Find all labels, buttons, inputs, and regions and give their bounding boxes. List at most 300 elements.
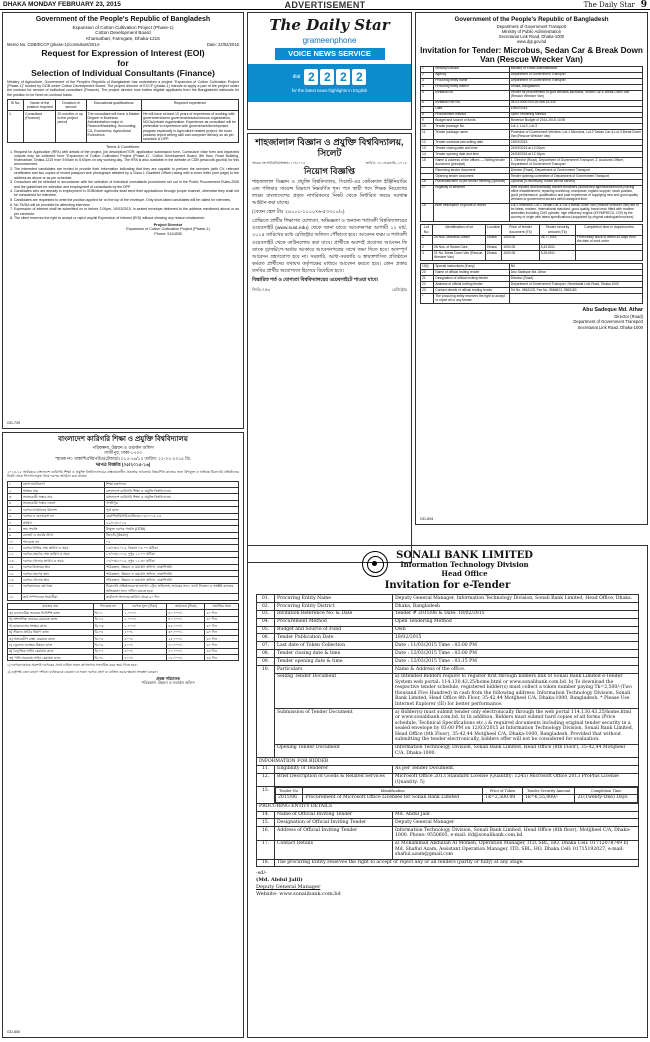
- mb-cell-label: Tender opening date and time: [434, 152, 509, 158]
- sb-cell-label: Budget and Source of Fund: [275, 626, 393, 634]
- bn2-cell-value: শিক্ষা মন্ত্রণালয়: [105, 481, 239, 487]
- sb-cell-value: Date : 11/03/2015 Time : 03:00 PM: [393, 642, 639, 650]
- mb-lot-th: Location: [486, 224, 502, 235]
- eoi-table: [7, 99, 239, 143]
- bn2-cell-no: ৩: [8, 494, 22, 500]
- sb-cell-label: Address of Official Inviting Tender: [275, 827, 393, 840]
- bn2-cell-label: দরপত্র আহ্বানের উদ্দেশ্য: [21, 507, 104, 513]
- bn2-cell-value: বাকাশিপ্রবি/পউও/টেন্ডার-০৫/২০১৫-১৬: [105, 513, 239, 519]
- sb-header: [256, 550, 639, 579]
- bn2-cell-value: বাংলাদেশ কারিগরি শিক্ষা ও প্রযুক্তি বিশ্ববিদ্যালয়: [105, 488, 239, 494]
- bn2-works-cell: ৪৫,০০০/-: [167, 623, 205, 629]
- eoi-gd-code: GD-729: [7, 421, 21, 426]
- sb-lot-th: Completion Time: [575, 788, 638, 795]
- eoi-th: Required experience: [141, 100, 238, 111]
- mb-lot-table: [420, 224, 643, 262]
- sb-cell-no: 09.: [257, 658, 275, 666]
- mb-cell-no: 22: [421, 282, 434, 288]
- bn2-works-th: কাজের নাম: [8, 603, 94, 610]
- mb-cell-label: Receiving tender document: [434, 168, 509, 174]
- table-row: [8, 594, 239, 600]
- mb-cell-no: 20: [421, 270, 434, 276]
- mb-cell-label: The procuring entity reserves the right to accept or reject all or any tender.: [434, 294, 509, 304]
- sb-division: Information Technology Division: [400, 560, 529, 569]
- bn2-cell-label: মন্ত্রণালয়/বিভাগ: [21, 481, 104, 487]
- vns-note: for the latest news highlights in English: [291, 88, 368, 94]
- sb-cell-value: Date : 12/03/2015 Time : 03:00 PM: [393, 650, 639, 658]
- mb-cell-value: Department of Government Transport: [509, 78, 642, 84]
- bn2-cell-value: কার্যাদেশ প্রদানের তারিখ থেকে ৯০ দিন: [105, 594, 239, 600]
- sb-cell-value: a) Mohammad Abdullah Al Momen, Operation Manager, ITD, SBL, HO, Dhaka Cell: 01712078749 b) Md. Shafiul Azam, Assistant Operation Manager, ITD, SBL, HO, Dhaka Cell: 01715192027, e-mail: shafiul.azam@gmail.com: [393, 840, 639, 859]
- bn2-works-cell: বি-০২: [93, 616, 123, 622]
- bn2-works-cell: ৪৫ দিন: [205, 648, 239, 654]
- bn2-works-cell: বি-০৭: [93, 648, 123, 654]
- university-recruitment-ad: [247, 133, 412, 563]
- sb-cell-label: Particulars: [275, 665, 393, 673]
- bn2-works-cell: জ) পানি সরবরাহ লাইন মেরামত কাজ: [8, 655, 94, 661]
- mb-lot-cell: 3: [421, 251, 433, 261]
- mb-cell-value: Tender for procurement of govt vehicles-Microbus, Sedan Car & Break Down Van (Rescue Wrecker Van): [509, 90, 642, 100]
- list-item: 4. Candidates who are already in employment in GOB/other agencies shall send their applications through proper channel, otherwise they shall not be considered for interview.: [14, 189, 239, 198]
- eoi-sign-project: Expansion of Cotton Cultivation Project (Phase-1): [126, 227, 210, 232]
- mb-cell-value: Director (Road): [509, 276, 642, 282]
- mb-cell-no: 23: [421, 288, 434, 294]
- mb-cell-label: Tender closing date and time: [434, 146, 509, 152]
- bn2-works-cell: ২০,০০০/-: [167, 642, 205, 648]
- sb-lot-container: [275, 787, 639, 804]
- bn1-gd-code: জিডি-৭৫৩: [252, 287, 270, 293]
- table-row: [421, 203, 643, 221]
- mb-cell-label: Brief description of goods or works: [434, 203, 509, 221]
- sb-website-link[interactable]: Website- www.sonalibank.com.bd: [256, 890, 341, 897]
- sb-cell-label: Procuring Entity Name: [275, 595, 393, 603]
- bn2-works-cell: ৯০ দিন: [205, 610, 239, 616]
- bn2-cell-value: পূর্ত কাজ: [105, 507, 239, 513]
- bn2-works-cell: চ) ড্রেনেজ ব্যবস্থার উন্নয়ন কাজ: [8, 642, 94, 648]
- mb-lot-cell: Dhaka: [486, 235, 502, 245]
- sb-cell-label: Submission of Tender Document: [275, 709, 393, 744]
- bn2-works-cell: গ) ছাত্রাবাসের সংস্কার কাজ: [8, 623, 94, 629]
- vns-digit: 2: [352, 69, 366, 85]
- sb-entity-header: [257, 803, 639, 811]
- mb-cell-no: 1: [421, 66, 434, 72]
- sb-cell-value: Information Technology Division, Sonali Bank Limited, Head Office (8th Floor), 35-42,44 Motijheel C/A, Dhaka-1000.: [393, 744, 639, 757]
- bn2-cell-value: বাংলাদেশ কারিগরি শিক্ষা ও প্রযুক্তি বিশ্ববিদ্যালয়: [105, 494, 239, 500]
- mb-gd-code: GD-694: [420, 517, 434, 522]
- vns-digit: 2: [336, 69, 350, 85]
- masthead-dateline: DHAKA MONDAY FEBRUARY 23, 2015: [3, 1, 121, 8]
- eoi-td: The consultant will have a Master Degree in Business Administration major in Finance/Marketing, Accounting, CA, Economics, Agricultural Economics: [86, 111, 141, 143]
- sb-section-heading: PROCURING ENTITY DETAILS: [257, 803, 639, 811]
- eoi-sign-phone: Phone: 9110835: [154, 232, 182, 237]
- vns-number-panel: [248, 64, 411, 102]
- table-row: [8, 111, 239, 143]
- bn2-cell-no: ১৬: [8, 577, 22, 583]
- mb-cell-label: Tender package name: [434, 130, 509, 140]
- bn2-works-cell: ৯০ দিন: [205, 616, 239, 622]
- bn2-cell-no: ১৪: [8, 564, 22, 570]
- sb-cell-label: Invitation Reference No. & Date: [275, 610, 393, 618]
- page-number: 9: [640, 0, 647, 10]
- bn2-cell-label: দরপত্র গ্রহণের স্থান: [21, 570, 104, 576]
- mb-cell-label: Place/date/time of pre-tender meeting (optional): [434, 179, 509, 185]
- bn2-cell-no: ৭: [8, 519, 22, 525]
- sb-cell-value: 18/02/2015: [393, 634, 639, 642]
- bn2-cell-label: সংগ্রহকারী সত্তার নাম: [21, 494, 104, 500]
- eoi-td: 1.: [8, 111, 24, 143]
- mb-cell-label: Procurement method: [434, 112, 509, 118]
- vns-digit: 2: [320, 69, 334, 85]
- mb-lot-cell: Dhaka: [486, 251, 502, 261]
- bn2-reference: স্মারক নং- বাকাশিপ্রবি/পউও/টেন্ডার/২০১৫-১৬/১০ তারিখ: ২২-০২-২০১৫ খ্রি.: [55, 456, 191, 462]
- bn2-cell-no: ৮: [8, 526, 22, 532]
- mb-cell-value: Abu Sadeque Md. Athar: [509, 270, 642, 276]
- table-row: [257, 709, 639, 744]
- mb-sign-address: Secretariat Link Road, Dhaka-1000: [577, 324, 643, 330]
- sb-cell-label: Last date of Token Collection: [275, 642, 393, 650]
- mb-cell-label: Agency: [434, 72, 509, 78]
- sb-cell-value: Deputy General Manager, Information Technology Division, Sonali Bank Limited, Head Office, Dhaka.: [393, 595, 639, 603]
- mb-lot-cell: 1000.00: [502, 245, 539, 251]
- sb-lot-header: [276, 788, 638, 795]
- mb-table-contacts: [420, 263, 643, 304]
- sb-lot-cell: Tk=2,500.00: [483, 794, 523, 802]
- mb-lot-cell: 36,77,000/-: [539, 235, 575, 245]
- bn2-gd-code: GD-650: [7, 1030, 21, 1035]
- vns-digits: [293, 69, 367, 85]
- mb-lot-th: Identification of lot: [433, 224, 486, 235]
- sb-cell-value: Dhaka, Bangladesh: [393, 602, 639, 610]
- sb-cell-no: 04.: [257, 618, 275, 626]
- sb-sign-title: Deputy General Manager: [256, 883, 321, 890]
- sb-cell-label: Opening Tender Document: [275, 744, 393, 757]
- table-row: [276, 794, 638, 802]
- eoi-terms-heading: Terms & Conditions:: [106, 144, 140, 149]
- mb-cell-no: 17: [421, 185, 434, 203]
- bn2-cell-value: জিওবি (উন্নয়ন): [105, 532, 239, 538]
- sb-cell-no: 10.: [257, 665, 275, 757]
- sb-office: Head Office: [441, 568, 488, 578]
- table-row: [257, 819, 639, 827]
- mb-cell-no: 6: [421, 100, 434, 106]
- vns-header: [248, 13, 411, 60]
- mb-cell-no: 8: [421, 112, 434, 118]
- mb-lot-cell: 06 Nos. of Sedan Cars: [433, 245, 486, 251]
- list-item: 3. Consultant will be selected in accordance with the selection of individual consultants procedures set out in the Public Procurement Rules-2008 and the guidelines for selection and employment of consultants by the DPP.: [14, 180, 239, 189]
- bn2-cell-no: ৪: [8, 500, 22, 506]
- mb-cell-value: Well reputed and financially solvent tenderers (authorized agents/distributors) having office establishment, repairing workshop, manpower, logistic support, stock position, good performance, qualification and past experience of supplying new and good quality vehicles to government sectors within assigned time.: [509, 185, 642, 203]
- mb-sign-name: Abu Sadeque Md. Athar: [582, 306, 643, 313]
- bn2-works-th: সমাপ্তির সময়: [205, 603, 239, 610]
- sb-sign-name: (Md. Abdul Jalil): [256, 877, 303, 884]
- bn2-cell-label: সংস্থার নাম: [21, 488, 104, 494]
- bn2-cell-value: পরিকল্পনা, উন্নয়ন ও ওয়ার্কস অফিস, বাকাশিপ্রবি: [105, 570, 239, 576]
- sb-cell-label: Selling Tender Document: [275, 673, 393, 708]
- bn2-works-cell: ৫০০/-: [123, 635, 167, 641]
- bn2-works-cell: ঙ) অভ্যন্তরীণ রাস্তা মেরামত কাজ: [8, 635, 94, 641]
- bn2-office: পরিকল্পনা, উন্নয়ন ও ওয়ার্কস অফিস: [92, 444, 154, 450]
- eoi-signature: [97, 223, 239, 237]
- table-row: [421, 158, 643, 168]
- mb-cell-no: 12: [421, 140, 434, 146]
- mb-lot-th: Tender security amount (Tk): [539, 224, 575, 235]
- table-row: [421, 90, 643, 100]
- table-row: [8, 583, 239, 594]
- eoi-board: Cotton Development Board: [95, 30, 151, 36]
- vns-banner: VOICE NEWS SERVICE: [275, 48, 385, 60]
- eoi-address: Khamarbari, Farmgate, Dhaka-1215: [86, 35, 160, 41]
- bn2-cell-value: ঠিকাদারি প্রতিষ্ঠানকে হালনাগাদ ট্রেড লাইসেন্স, আয়কর সনদ, ভ্যাট নিবন্ধন ও সংশ্লিষ্ট কাজের অভিজ্ঞতা সনদ দাখিল করতে হবে।: [105, 583, 239, 594]
- mb-cell-value: Purchase of Government Vehicles: Lot-1 Microbus, Lot-2 Sedan Car & Lot-3 Break Down Van (Rescue Wrecker Van): [510, 129, 641, 138]
- list-item: 1. Request for Application (RFA) with details of the project, job description/TOR, application submission form, Curriculum vitae form and inspected outputs may be collected from "Expansion of Cotton Cultivation Project (Phase-1)", Cotton Development Board, 8th floor, Road Building, Khamarbari, Dhaka-1215 from 9:00am to 5:00pm on any working day. The RFA is also available in the website of CDB (www.cdb.gov.bd) for this announcement.: [14, 150, 239, 167]
- sb-cell-value: Deputy General Manager: [393, 819, 639, 827]
- bn2-cell-label: দরপত্র বিক্রির শেষ তারিখ ও সময়: [21, 545, 104, 551]
- bn2-cell-label: তারিখ: [21, 519, 104, 525]
- bn2-works-cell: ৫০,০০০/-: [167, 610, 205, 616]
- eoi-project: Expansion of Cotton Cultivation Project (Phase-1): [72, 24, 174, 30]
- bn2-works-cell: বি-০৩: [93, 623, 123, 629]
- bn2-works-cell: ৪৫ দিন: [205, 655, 239, 661]
- mb-lot-cell: 01 No. Break Down Van (Rescue Wrecker Van): [433, 251, 486, 261]
- sb-cell-no: 01.: [257, 595, 275, 603]
- eoi-th: Duration of service: [56, 100, 86, 111]
- mb-cell-no: 11: [421, 130, 434, 140]
- bn2-cell-no: ১১: [8, 545, 22, 551]
- bn2-cell-no: ১২: [8, 551, 22, 557]
- sb-cell-no: 12.: [257, 773, 275, 786]
- bn2-cell-label: দরপত্র খোলার স্থান: [21, 577, 104, 583]
- sb-signature: [256, 870, 639, 897]
- sb-cell-value: a) Bidder(s) must submit tender only electronically through the web portal 114.130.43.25/home.html or www.sonalibank.com.bd. b) In addition, Bidders must submit hard copies of all forms (Price schedule, Technical Specifications etc.) & required documents including original tender security in a sealed envelope by 03:00 PM on 12/03/2015 at Information Technology Division, Sonali Bank Limited, Head Office (8th Floor), 35-42,44 Motijheel C/A, Dhaka-1000, Bangladesh. Provided that without submitting the tender electronically, bidders offer will not be considered for evaluation.: [393, 709, 639, 744]
- table-row: [257, 673, 639, 708]
- bn2-works-cell: ১,০০০/-: [123, 623, 167, 629]
- bn2-works-cell: ৯০ দিন: [205, 623, 239, 629]
- mb-cell-label: Budget and source of funds: [434, 118, 509, 124]
- sb-cell-no: 02.: [257, 602, 275, 610]
- bn2-works-th: প্যাকেজ নং: [93, 603, 123, 610]
- bn1-pay-scale: (বেতন স্কেল টাঃ ২৯০০০-১১০০×৬-৫৩৩০০/=): [252, 210, 345, 216]
- sb-section-heading: INFORMATION FOR BIDDER: [257, 757, 639, 765]
- eoi-ad: [2, 12, 244, 429]
- sb-cell-no: 07.: [257, 642, 275, 650]
- bn2-intro: ২০১৪-১৫ অর্থবছরে বাংলাদেশ কারিগরি শিক্ষা ও প্রযুক্তি বিশ্ববিদ্যালয়ের বাস্তবায়নাধীন প্রকল্পের আওতায় নিম্নবর্ণিত কাজের জন্য উপযুক্ত ও অভিজ্ঞ ঠিকাদারি প্রতিষ্ঠানের নিকট থেকে সিলগালাকৃত খামে দরপত্র আহ্বান করা যাচ্ছে।: [7, 469, 239, 479]
- mb-cell-no: 18: [421, 203, 434, 221]
- mb-cell-value: Nil: [509, 264, 642, 270]
- table-row: [257, 634, 639, 642]
- table-row: [421, 251, 643, 261]
- bn2-cell-label: দরপত্র খোলার তারিখ ও সময়: [21, 558, 104, 564]
- mb-signature: [420, 307, 643, 330]
- sb-bidder-header: [257, 757, 639, 765]
- bn1-notice-heading: নিয়োগ বিজ্ঞপ্তি: [303, 166, 356, 177]
- mb-address: Secretariat Link Road, Dhaka-1000: [498, 33, 565, 39]
- sb-cell-value: As per Tender Document.: [393, 765, 639, 773]
- bn2-notice: দরপত্র বিজ্ঞপ্তি (০৫/২০১৫-১৬): [95, 461, 151, 467]
- mb-lot-cell: 5,43,600/-: [539, 245, 575, 251]
- bn2-works-cell: ছ) বৈদ্যুতিক লাইন মেরামত কাজ: [8, 648, 94, 654]
- mb-cell-label: Procuring entity district: [434, 84, 509, 90]
- mb-cell-value: Director (Road), Department of Government Transport: [509, 168, 642, 174]
- table-row: [257, 658, 639, 666]
- daily-star-logo: The Daily Star: [269, 16, 390, 34]
- paper-name: The Daily Star: [583, 1, 635, 9]
- mb-lot-cell: 1000.00: [502, 235, 539, 245]
- sb-cell-no: 08.: [257, 650, 275, 658]
- eoi-td: 20 months or up to the project period: [56, 111, 86, 143]
- masthead: [0, 0, 650, 10]
- bangla-tender-ad: [2, 432, 244, 1038]
- bn2-works-cell: ৫০০/-: [123, 642, 167, 648]
- sonali-bank-logo-icon: [362, 551, 388, 577]
- sb-cell-label: Contact Details: [275, 840, 393, 859]
- mb-cell-value: 23/03/2015: [509, 140, 642, 146]
- bn2-cell-label: সংগ্রহকারী সত্তার জেলা: [21, 500, 104, 506]
- bn2-cell-value: ০৫: [105, 539, 239, 545]
- bn1-title: শাহজালাল বিজ্ঞান ও প্রযুক্তি বিশ্ববিদ্যালয়, সিলেট: [255, 137, 404, 158]
- sb-cell-value: Microsoft Office 2013 Standard License (Quantity: 1245) Microsoft Office 2013 ProPlus License (Quantity: 5): [393, 773, 639, 786]
- mb-ministry: Ministry of Public Administration: [501, 28, 562, 34]
- bn2-works-cell: ৩০,০০০/-: [167, 629, 205, 635]
- mb-cell-no: 19(i): [421, 264, 434, 270]
- eoi-th: Name of the position required: [24, 100, 56, 111]
- sb-cell-value: Information Technology Division, Sonali Bank Limited, Head Office (8th floor), Motijheel C/A, Dhaka-1000. Phone: 9550605, e-mail: itd@sonalibank.com.bd: [393, 827, 639, 840]
- bn2-sign-title: প্রকল্প পরিচালক: [156, 676, 180, 681]
- bn2-cell-value: পরিকল্পনা, উন্নয়ন ও ওয়ার্কস অফিস, বাকাশিপ্রবি: [105, 577, 239, 583]
- sonali-bank-ad: [247, 545, 648, 1038]
- mb-cell-label: Name & address of the offices — Selling tender document (principal): [434, 158, 509, 168]
- table-row: [257, 618, 639, 626]
- bn2-cell-label: দরপত্রদাতার যোগ্যতা: [21, 583, 104, 594]
- mb-cell-label: Opening tender document: [434, 174, 509, 180]
- sb-cell-no: 18.: [257, 859, 275, 867]
- eoi-memo: Memo No. CDB/ECCP (phase-1)/consultant/2014-: [7, 42, 101, 48]
- bn2-cell-no: ৬: [8, 513, 22, 519]
- grameenphone-logo: grameenphone: [302, 35, 357, 45]
- sb-cell-no: 06.: [257, 634, 275, 642]
- bn2-cell-label: দরপত্র গ্রহণের শেষ তারিখ ও সময়: [21, 551, 104, 557]
- table-row: [257, 840, 639, 859]
- mb-lot-th: Completion time in days/months: [575, 224, 642, 235]
- sb-cell-label: The procuring Entity reserves the right to accept or reject any or all tenders (partly or fully) at any stage.: [275, 859, 639, 867]
- bn2-cell-value: ১৭/০৩/২০১৫, দুপুর ১২.০০ ঘটিকা: [105, 551, 239, 557]
- sb-cell-value: Name & Address of the office.: [393, 665, 639, 673]
- mb-cell-label: Procuring entity name: [434, 78, 509, 84]
- masthead-paper: [584, 0, 647, 11]
- sb-lot-table: [275, 787, 638, 803]
- list-item: 6. No TA/DA will be provided for attending interview.: [14, 203, 239, 207]
- mb-cell-label: Ministry/Division: [434, 66, 509, 72]
- mb-lot-cell: 25 Nos. Microbus Diesel: [433, 235, 486, 245]
- sb-cell-label: Tender Publication Date: [275, 634, 393, 642]
- table-row: [421, 185, 643, 203]
- sb-cell-label: Procuring Entity District: [275, 602, 393, 610]
- bn2-works-cell: ৫০০/-: [123, 648, 167, 654]
- mb-cell-label: Special instructions (if any): [434, 264, 509, 270]
- sb-sign-sd: -sd/-: [256, 870, 267, 877]
- mb-lot-th: Price of tender document (Tk): [502, 224, 539, 235]
- bn2-note-1: ১) দরপত্রদাতাকে অবশ্যই দরপত্রের সাথে চাহিত সকল কাগজপত্র সত্যায়িত করে জমা দিতে হবে।: [7, 663, 138, 668]
- bn2-works-cell: বি-০১: [93, 610, 123, 616]
- bn2-works-cell: ১,০০০/-: [123, 616, 167, 622]
- mb-cell-value: Tender opening committee of Department of Government Transport: [509, 174, 642, 180]
- sb-cell-value: Md. Abdul Jalil: [393, 811, 639, 819]
- list-item: 8. The client reserves the right to accept or reject any/all Expression of Interest (EOI) without showing any reason whatsoever.: [14, 216, 239, 220]
- mb-table: [420, 66, 643, 222]
- mb-website: www.dgt.gov.bd: [516, 38, 547, 44]
- bn2-works-cell: ৬০ দিন: [205, 635, 239, 641]
- mb-cell-value: Dhaka, Bangladesh: [509, 84, 642, 90]
- mb-cell-value: Department of Government Transport: [509, 72, 642, 78]
- sb-name: SONALI BANK LIMITED: [396, 550, 533, 561]
- sb-cell-no: 05.: [257, 626, 275, 634]
- bn2-signature: [97, 677, 239, 686]
- mb-cell-no: 10: [421, 124, 434, 130]
- sb-lot-th: Tender No.: [276, 788, 303, 795]
- sb-lot-cell: Tk=6,55,000/-: [522, 794, 574, 802]
- eoi-title-1: Request for Expression of Interest (EOI): [41, 47, 205, 58]
- table-row: [257, 626, 639, 634]
- list-item: 5. Candidates are requested to write the position applied for on the top of the envelope. Only short-listed candidates will be called for interview.: [14, 198, 239, 202]
- table-row: [421, 235, 643, 245]
- bn2-works-cell: বি-০৮: [93, 655, 123, 661]
- bn2-works-cell: বি-০৫: [93, 635, 123, 641]
- masthead-section: ADVERTISEMENT: [284, 0, 366, 10]
- bn2-sign-office: পরিকল্পনা, উন্নয়ন ও ওয়ার্কস অফিস: [141, 681, 195, 686]
- bn2-works-cell: ৬০ দিন: [205, 642, 239, 648]
- bn1-footer: [252, 287, 407, 292]
- mb-cell-label: Tender package No.: [434, 124, 509, 130]
- mb-cell-no: 4: [421, 84, 434, 90]
- bn2-cell-value: গাজীপুর: [105, 500, 239, 506]
- bn2-works-cell: ক) একাডেমিক ভবনের ফিনিশিং কাজ: [8, 610, 94, 616]
- sb-lot-th: Price of Token: [483, 788, 523, 795]
- bn2-works-th: দরপত্র মূল্য (টাকা): [123, 603, 167, 610]
- mb-cell-value: 19/02/2015: [509, 106, 642, 112]
- sb-cell-label: Eligibility of Tenderer: [275, 765, 393, 773]
- mb-cell-value: Optional (if necessary, notice will be served): [509, 179, 642, 185]
- mb-lot-cell: [575, 251, 642, 261]
- mb-cell-no: 3: [421, 78, 434, 84]
- mb-cell-value: Open Tendering Method: [509, 112, 642, 118]
- mb-lot-cell: 2: [421, 245, 433, 251]
- bn2-cell-no: ১০: [8, 539, 22, 545]
- sb-cell-label: Brief Description of Goods & Related Services: [275, 773, 393, 786]
- sb-lot-row: [257, 787, 639, 804]
- bn2-cell-no: ১৫: [8, 570, 22, 576]
- sb-header-text: [396, 550, 533, 579]
- bn2-cell-value: পরিকল্পনা, উন্নয়ন ও ওয়ার্কস অফিস, বাকাশিপ্রবি: [105, 564, 239, 570]
- mb-gov: Government of the People's Republic of Bangladesh: [454, 16, 609, 23]
- bn2-works-cell: ২৫,০০০/-: [167, 635, 205, 641]
- table-row: [421, 294, 643, 304]
- sb-cell-value: Tender # 2015/06 & Date: 18/02/2015: [393, 610, 639, 618]
- bn1-conditions: প্রেক্ষিতে প্রার্থীর শিক্ষাগত যোগ্যতা, অভিজ্ঞতা ও অন্যান্য শর্তাবলী বিশ্ববিদ্যালয়ের ওয়েবসাইট (www.sust.edu) থেকে জানা যাবে। আবেদনপত্র আগামী ১২ মার্চ, ২০১৫ তারিখের মধ্যে রেজিস্ট্রার অফিসে পৌঁছাতে হবে। আবেদন ফরম ও শর্তাবলী ওয়েবসাইট থেকে ডাউনলোড করা যাবে। প্রার্থীকে অবশ্যই প্রযোজ্য আবেদন ফি ব্যাংক ড্রাফট/পে-অর্ডার আকারে আবেদনপত্রের সাথে জমা দিতে হবে। অসম্পূর্ণ আবেদন গ্রহণযোগ্য হবে না। সরকারি, আধা-সরকারি ও স্বায়ত্তশাসিত প্রতিষ্ঠানে কর্মরত প্রার্থীদের যথাযথ কর্তৃপক্ষের মাধ্যমে আবেদন করতে হবে। কোন প্রকার তদবির প্রার্থীর অযোগ্যতা হিসেবে বিবেচিত হবে।: [252, 219, 407, 275]
- bn2-works-cell: বি-০৪: [93, 629, 123, 635]
- mb-cell-value: Tel No. 9563125, Fax No. 9566623, 9568180: [509, 288, 642, 294]
- bn1-reference: [252, 161, 407, 165]
- mb-cell-no: 7: [421, 106, 434, 112]
- mb-lot-cell: From ready stock or within 45 days from the date of work order: [575, 235, 642, 245]
- mb-cell-no: 15: [421, 158, 434, 168]
- sb-cell-no: 16.: [257, 827, 275, 840]
- bn2-works-cell: ১৫,০০০/-: [167, 655, 205, 661]
- table-row: [257, 642, 639, 650]
- bn2-heading: বাংলাদেশ কারিগরি শিক্ষা ও প্রযুক্তি বিশ্ববিদ্যালয়: [58, 436, 188, 443]
- mb-cell-label: Eligibility of tenderer: [434, 185, 509, 203]
- sb-cell-value: Open Tendering Method: [393, 618, 639, 626]
- mb-cell-label: Date: [434, 106, 509, 112]
- mb-cell-no: 21: [421, 276, 434, 282]
